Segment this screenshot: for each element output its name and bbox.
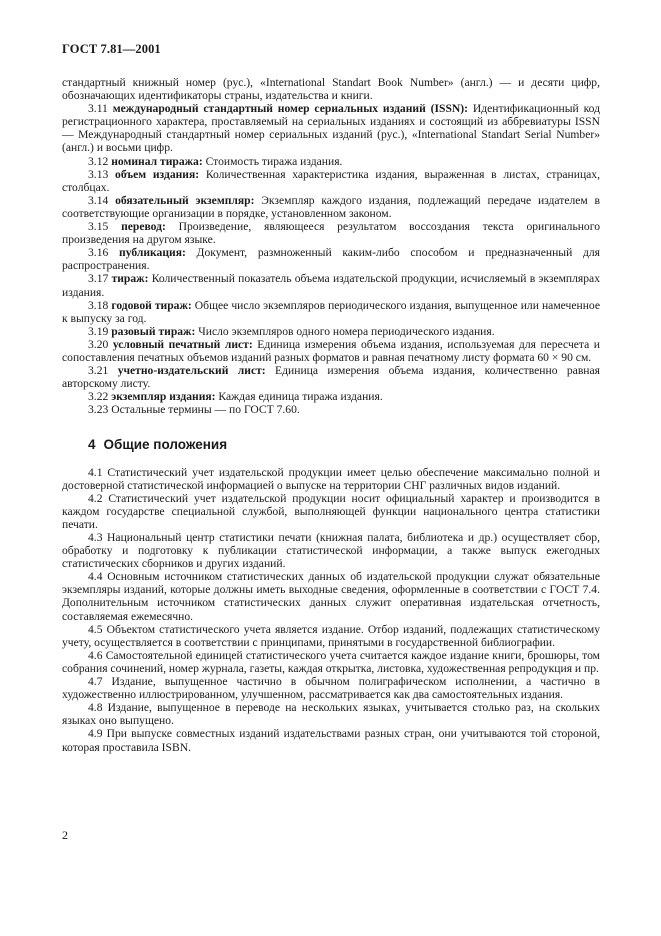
section-paragraph: 4.2 Статистический учет издательской продукции носит официальный характер и производится в каждом государстве специальной службой, выполняющей функции национального центра статистики печати. (62, 491, 600, 531)
term-definition: Произведение, являющееся результатом воссоздания текста оригинального произведения на другом языке. (62, 220, 600, 247)
section-paragraph: 4.4 Основным источником статистических данных об издательской продукции служат обязательные экземпляры изданий, которые должны иметь выходные сведения, оформленные в соответствии с ГОСТ 7.4. Дополнительным источником статистических данных служит оперативная издательская отчетность, составляемая ежемесячно. (62, 570, 600, 623)
term-definition: Единица измерения объема издания, используемая для пересчета и сопоставления печатных объемов изданий разных форматов и равная печатному листу формата 60 × 90 см. (62, 337, 601, 364)
term-paragraph (62, 246, 600, 272)
section-paragraph: 4.6 Самостоятельной единицей статистического учета считается каждое издание книги, брошюры, том собрания сочинений, номер журнала, газеты, каждая открытка, листовка, художественная репродукция и пр. (62, 648, 600, 675)
section-paragraph: 4.5 Объектом статистического учета является издание. Отбор изданий, подлежащих статистическому учету, осуществляется в соответствии с принципами, принятыми в государственной библиографии. (62, 622, 600, 649)
term-definition: Идентификационный код регистрационного характера, проставляемый на сериальных изданиях и состоящий из аббревиатуры ISSN — Международный стандартный номер сериальных изданий (рус.), «International Standart Serial Number» (англ.) и восьми цифр. (62, 102, 600, 155)
term-number: 3.19 (88, 324, 109, 338)
term-definition: Стоимость тиража издания. (202, 154, 343, 168)
term-paragraph (62, 194, 600, 220)
term-name: разовый тираж: (111, 324, 196, 338)
term-name: номинал тиража: (111, 154, 203, 168)
term-definition: Количественная характеристика издания, выраженная в листах, страницах, столбцах. (62, 167, 600, 194)
term-paragraph (62, 168, 600, 194)
section-paragraph: 4.1 Статистический учет издательской продукции имеет целью обеспечение максимально полной и достоверной статистической информацией о выпуске на территории СНГ различных видов изданий. (62, 465, 600, 492)
section-paragraph: 4.3 Национальный центр статистики печати (книжная палата, библиотека и др.) осуществляет сбор, обработку и подготовку к публикации статистической информации, а также выпуск ежегодных статистических сборников и других изданий. (62, 531, 600, 571)
term-name: публикация: (119, 246, 186, 260)
term-number: 3.22 (88, 390, 109, 404)
term-definition: Общее число экземпляров периодического издания, выпущенное или намеченное к выпуску за год. (62, 298, 600, 325)
term-definition: Число экземпляров одного номера периодического издания. (195, 324, 495, 338)
term-number: 3.17 (88, 272, 109, 286)
term-definition: Экземпляр каждого издания, подлежащий передаче издателем в соответствующие организации в порядке, установленном законом. (62, 193, 600, 220)
term-name: объем издания: (115, 167, 200, 181)
terms-list (62, 102, 600, 416)
section-title-text: Общие положения (103, 437, 228, 453)
term-paragraph (62, 338, 600, 364)
term-name: перевод: (121, 220, 166, 234)
term-paragraph (62, 364, 600, 390)
term-name: экземпляр издания: (111, 390, 216, 404)
page-header-title: ГОСТ 7.81—2001 (62, 42, 161, 56)
term-definition: Количественный показатель объема издательской продукции, исчисляемый в экземплярах издания. (62, 272, 600, 299)
section-paragraph: 4.9 При выпуске совместных изданий издательствами разных стран, они учитываются той стороной, которая проставила ISBN. (62, 727, 600, 754)
term-number: 3.13 (88, 167, 109, 181)
section-paragraphs (62, 466, 600, 754)
section-heading (88, 438, 600, 451)
term-name: условный печатный лист: (112, 337, 253, 351)
body-text (62, 76, 600, 754)
term-definition: Единица измерения объема издания, количественно равная авторскому листу. (62, 364, 600, 391)
term-number: 3.16 (88, 246, 109, 260)
term-number: 3.21 (88, 364, 109, 378)
term-paragraph (62, 299, 600, 325)
term-definition: Остальные термины — по ГОСТ 7.60. (111, 403, 300, 417)
section-paragraph: 4.8 Издание, выпущенное в переводе на нескольких языках, учитывается столько раз, на скольких языках оно выпущено. (62, 701, 600, 728)
term-paragraph (62, 403, 600, 416)
term-number: 3.11 (88, 102, 108, 116)
term-paragraph (62, 390, 600, 403)
term-name: учетно-издательский лист: (117, 364, 266, 378)
section-number: 4 (88, 437, 96, 453)
section-paragraph: 4.7 Издание, выпущенное частично в обычном полиграфическом исполнении, а частично в художественно иллюстрированном, улучшенном, рассматривается как два самостоятельных издания. (62, 675, 600, 702)
term-name: международный стандартный номер сериальных изданий (ISSN): (112, 102, 469, 116)
term-paragraph (62, 325, 600, 338)
continuation-paragraph: стандартный книжный номер (рус.), «International Standart Book Number» (англ.) — и десяти цифр, обозначающих идентификаторы страны, издательства и книги. (62, 76, 600, 103)
term-number: 3.14 (88, 193, 109, 207)
term-paragraph (62, 155, 600, 168)
term-number: 3.23 (88, 403, 109, 417)
term-number: 3.15 (88, 220, 109, 234)
term-definition: Каждая единица тиража издания. (215, 390, 383, 404)
term-number: 3.18 (88, 298, 109, 312)
page-number: 2 (62, 828, 68, 842)
term-name: годовой тираж: (111, 298, 192, 312)
term-number: 3.20 (88, 337, 109, 351)
term-definition: Документ, размноженный каким-либо способом и предназначенный для распространения. (62, 246, 600, 273)
term-name: обязательный экземпляр: (115, 193, 255, 207)
term-name: тираж: (111, 272, 149, 286)
term-paragraph (62, 220, 600, 246)
term-number: 3.12 (88, 154, 109, 168)
term-paragraph (62, 102, 600, 154)
term-paragraph (62, 272, 600, 298)
